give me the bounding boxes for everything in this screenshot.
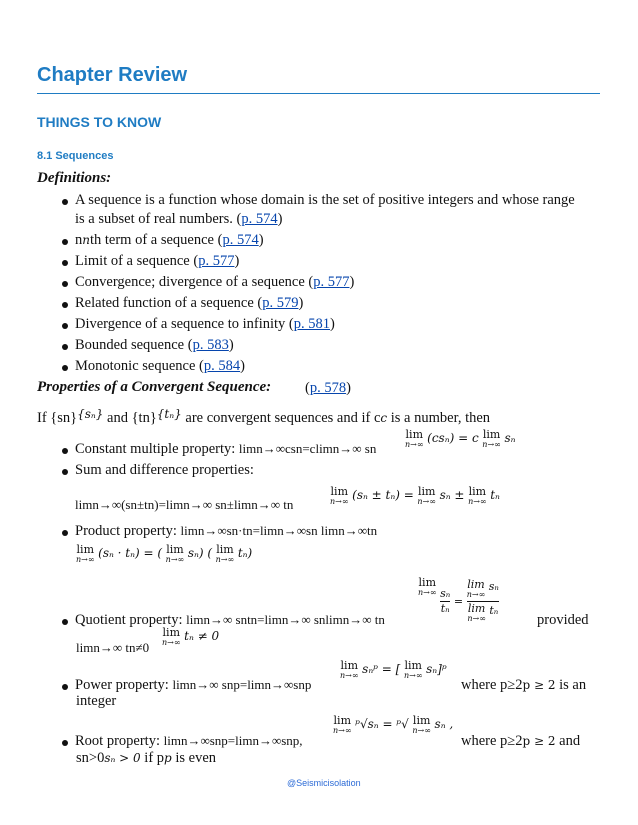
power-property bbox=[75, 677, 311, 694]
lim-sub: n→∞ bbox=[405, 440, 424, 449]
paren-close: ) bbox=[240, 358, 245, 374]
sum-difference-math bbox=[330, 487, 500, 507]
property-label: Quotient property: bbox=[75, 612, 187, 628]
definition-item bbox=[75, 316, 335, 333]
lim-sub: n→∞ bbox=[215, 555, 235, 564]
lim-sub: n→∞ bbox=[165, 555, 185, 564]
properties-page-ref bbox=[305, 380, 351, 397]
definition-text: Divergence of a sequence to infinity ( bbox=[75, 316, 294, 332]
root-condition-continued bbox=[76, 750, 216, 767]
frac-denominator: tₙ bbox=[440, 602, 450, 616]
quotient-property bbox=[75, 612, 385, 629]
math-expr: sₙ > 0 bbox=[104, 751, 141, 765]
definition-text: Convergence; divergence of a sequence ( bbox=[75, 274, 314, 290]
paren-open: ( bbox=[305, 380, 310, 396]
property-label: Constant multiple property: bbox=[75, 441, 239, 457]
page-link[interactable]: p. 579 bbox=[262, 295, 299, 311]
lim-sub: n→∞ bbox=[340, 671, 359, 680]
intro-text: are convergent sequences and if c bbox=[181, 410, 381, 426]
math-expr: p ≥ 2 bbox=[522, 678, 556, 692]
power-math bbox=[340, 661, 447, 681]
page-link[interactable]: p. 581 bbox=[293, 316, 331, 332]
title-divider bbox=[37, 93, 600, 94]
math-expr: sₙᵖ = [ bbox=[362, 662, 401, 676]
constant-multiple-math bbox=[405, 430, 515, 450]
definition-item bbox=[75, 295, 303, 312]
where-text: where p≥2 bbox=[461, 733, 523, 749]
property-formula-text: limn→∞csn=climn→∞ sn bbox=[238, 441, 377, 456]
condition-text: is even bbox=[171, 750, 217, 766]
paren-close: ) bbox=[258, 232, 264, 248]
intro-text: If {sn} bbox=[37, 410, 78, 426]
lim-word: lim bbox=[467, 601, 486, 615]
math-expr: (sₙ · tₙ) = ( bbox=[98, 546, 163, 560]
property-label: Sum and difference properties: bbox=[75, 462, 254, 478]
product-property bbox=[75, 523, 377, 540]
definition-text: th term of a sequence ( bbox=[89, 232, 223, 248]
lim-word: lim bbox=[333, 714, 351, 727]
lim-sub: n→∞ bbox=[468, 497, 487, 506]
page-link[interactable]: p. 577 bbox=[198, 253, 235, 269]
quotient-frac-rhs bbox=[466, 577, 499, 624]
quotient-frac-lhs bbox=[440, 587, 450, 616]
definition-pre: n bbox=[75, 232, 83, 248]
property-label: Power property: bbox=[75, 677, 173, 693]
definition-text: Limit of a sequence ( bbox=[75, 253, 199, 269]
property-label: Product property: bbox=[75, 523, 181, 539]
lim-word: lim bbox=[412, 714, 431, 727]
math-p: p bbox=[164, 751, 172, 765]
constant-multiple-property bbox=[75, 441, 376, 458]
definition-item bbox=[75, 337, 234, 354]
definition-item bbox=[75, 358, 245, 375]
lim-sub: n→∞ bbox=[482, 440, 501, 449]
page-link[interactable]: p. 578 bbox=[309, 380, 347, 396]
power-condition bbox=[461, 677, 586, 694]
quotient-condition-math bbox=[162, 628, 219, 648]
math-expr: (csₙ) = c bbox=[427, 431, 479, 445]
property-label: Root property: bbox=[75, 733, 164, 749]
lim-sub: n→∞ bbox=[417, 497, 436, 506]
property-formula-text: limn→∞ snp=limn→∞snp bbox=[172, 677, 312, 692]
intro-text: is a number, then bbox=[387, 410, 491, 426]
paren-close: ) bbox=[349, 274, 355, 290]
section-heading: 8.1 Sequences bbox=[37, 150, 114, 162]
lim-word: lim bbox=[404, 659, 422, 672]
math-tn: {tₙ} bbox=[156, 407, 182, 421]
property-formula-text: limn→∞ sntn=limn→∞ snlimn→∞ tn bbox=[186, 612, 385, 627]
chapter-title: Chapter Review bbox=[37, 64, 188, 86]
lim-word: lim bbox=[482, 428, 501, 441]
lim-sub: n→∞ bbox=[333, 726, 352, 735]
lim-word: lim bbox=[340, 659, 358, 672]
definition-text: Bounded sequence ( bbox=[75, 337, 193, 353]
lim-word: lim bbox=[162, 626, 180, 639]
page-link[interactable]: p. 577 bbox=[313, 274, 350, 290]
watermark: @Seismicisolation bbox=[287, 778, 361, 788]
properties-heading: Properties of a Convergent Sequence: bbox=[37, 379, 272, 395]
power-condition-continued: integer bbox=[76, 693, 117, 709]
quotient-condition-text: limn→∞ tn≠0 bbox=[76, 640, 150, 655]
lim-sub: n→∞ bbox=[467, 613, 486, 623]
page-link[interactable]: p. 574 bbox=[222, 232, 259, 248]
math-n: n bbox=[82, 233, 90, 247]
definition-text: A sequence is a function whose domain is the set of positive integers and whose range bbox=[75, 192, 575, 208]
math-expr: tₙ) bbox=[237, 546, 253, 560]
math-expr: sₙ) ( bbox=[187, 546, 213, 560]
intro-text: and {tn} bbox=[103, 410, 157, 426]
math-sn: {sₙ} bbox=[77, 407, 104, 421]
math-expr: sₙ , bbox=[434, 717, 454, 731]
lim-word: lim bbox=[417, 485, 436, 498]
math-expr: sₙ bbox=[504, 431, 516, 445]
sum-difference-formula-text: limn→∞(sn±tn)=limn→∞ sn±limn→∞ tn bbox=[75, 497, 294, 512]
paren-close: ) bbox=[228, 337, 234, 353]
lim-sub: n→∞ bbox=[76, 555, 95, 564]
tail-text: and bbox=[555, 733, 581, 749]
quotient-math bbox=[418, 578, 499, 624]
lim-word: lim bbox=[468, 485, 487, 498]
things-to-know-heading: THINGS TO KNOW bbox=[37, 114, 162, 130]
math-expr: sₙ bbox=[488, 579, 499, 593]
paren-close: ) bbox=[277, 211, 283, 227]
condition-text: sn>0 bbox=[76, 750, 105, 766]
frac-numerator: sₙ bbox=[440, 587, 451, 601]
lim-word: lim bbox=[405, 428, 423, 441]
lim-word: lim bbox=[467, 577, 485, 591]
equals-sign: = bbox=[453, 595, 464, 608]
sum-difference-property bbox=[75, 462, 254, 479]
property-formula-text: limn→∞sn·tn=limn→∞sn limn→∞tn bbox=[180, 523, 378, 538]
math-expr: p ≥ 2 bbox=[522, 734, 556, 748]
properties-intro bbox=[37, 407, 490, 427]
math-expr: tₙ bbox=[489, 603, 499, 617]
paren-close: ) bbox=[234, 253, 240, 269]
math-expr: (sₙ ± tₙ) = bbox=[352, 488, 414, 502]
lim-word: lim bbox=[216, 543, 234, 556]
math-expr: sₙ]ᵖ bbox=[426, 662, 447, 676]
root-condition bbox=[461, 733, 580, 750]
lim-word: lim bbox=[330, 485, 348, 498]
definition-text: is a subset of real numbers. ( bbox=[75, 211, 242, 227]
math-expr: sₙ ± bbox=[439, 488, 465, 502]
definition-item-continued bbox=[75, 211, 282, 228]
definition-item bbox=[75, 253, 239, 270]
math-c: c bbox=[380, 411, 388, 425]
property-formula-text: limn→∞snp=limn→∞snp, bbox=[163, 733, 303, 748]
definition-item bbox=[75, 274, 354, 291]
root-math bbox=[333, 716, 453, 736]
definitions-heading: Definitions: bbox=[37, 170, 112, 186]
page-link[interactable]: p. 583 bbox=[192, 337, 229, 353]
lim-sub: n→∞ bbox=[466, 589, 486, 599]
product-math bbox=[76, 545, 252, 565]
root-property bbox=[75, 733, 303, 750]
lim-word: lim bbox=[166, 543, 184, 556]
lim-sub: n→∞ bbox=[330, 497, 349, 506]
lim-sub: n→∞ bbox=[418, 588, 437, 597]
frac-numerator bbox=[466, 577, 499, 602]
frac-denominator bbox=[467, 602, 499, 624]
lim-sub: n→∞ bbox=[403, 671, 423, 680]
definition-text: Monotonic sequence ( bbox=[75, 358, 204, 374]
definition-text: Related function of a sequence ( bbox=[75, 295, 263, 311]
tail-text: is an bbox=[555, 677, 587, 693]
math-expr: ᵖ√sₙ = ᵖ√ bbox=[355, 717, 409, 731]
page-link[interactable]: p. 584 bbox=[203, 358, 241, 374]
paren-close: ) bbox=[346, 380, 351, 396]
paren-close: ) bbox=[298, 295, 304, 311]
math-expr: tₙ ≠ 0 bbox=[184, 629, 220, 643]
math-expr: tₙ bbox=[490, 488, 500, 502]
paren-close: ) bbox=[330, 316, 335, 332]
lim-word: lim bbox=[76, 543, 94, 556]
where-text: where p≥2 bbox=[461, 677, 523, 693]
lim-word: lim bbox=[418, 576, 436, 589]
definition-item bbox=[75, 192, 575, 209]
lim-sub: n→∞ bbox=[162, 638, 181, 647]
page-link[interactable]: p. 574 bbox=[241, 211, 278, 227]
lim-sub: n→∞ bbox=[412, 726, 431, 735]
definition-item bbox=[75, 232, 264, 249]
provided-text: provided bbox=[537, 612, 589, 628]
condition-text: if p bbox=[140, 750, 165, 766]
